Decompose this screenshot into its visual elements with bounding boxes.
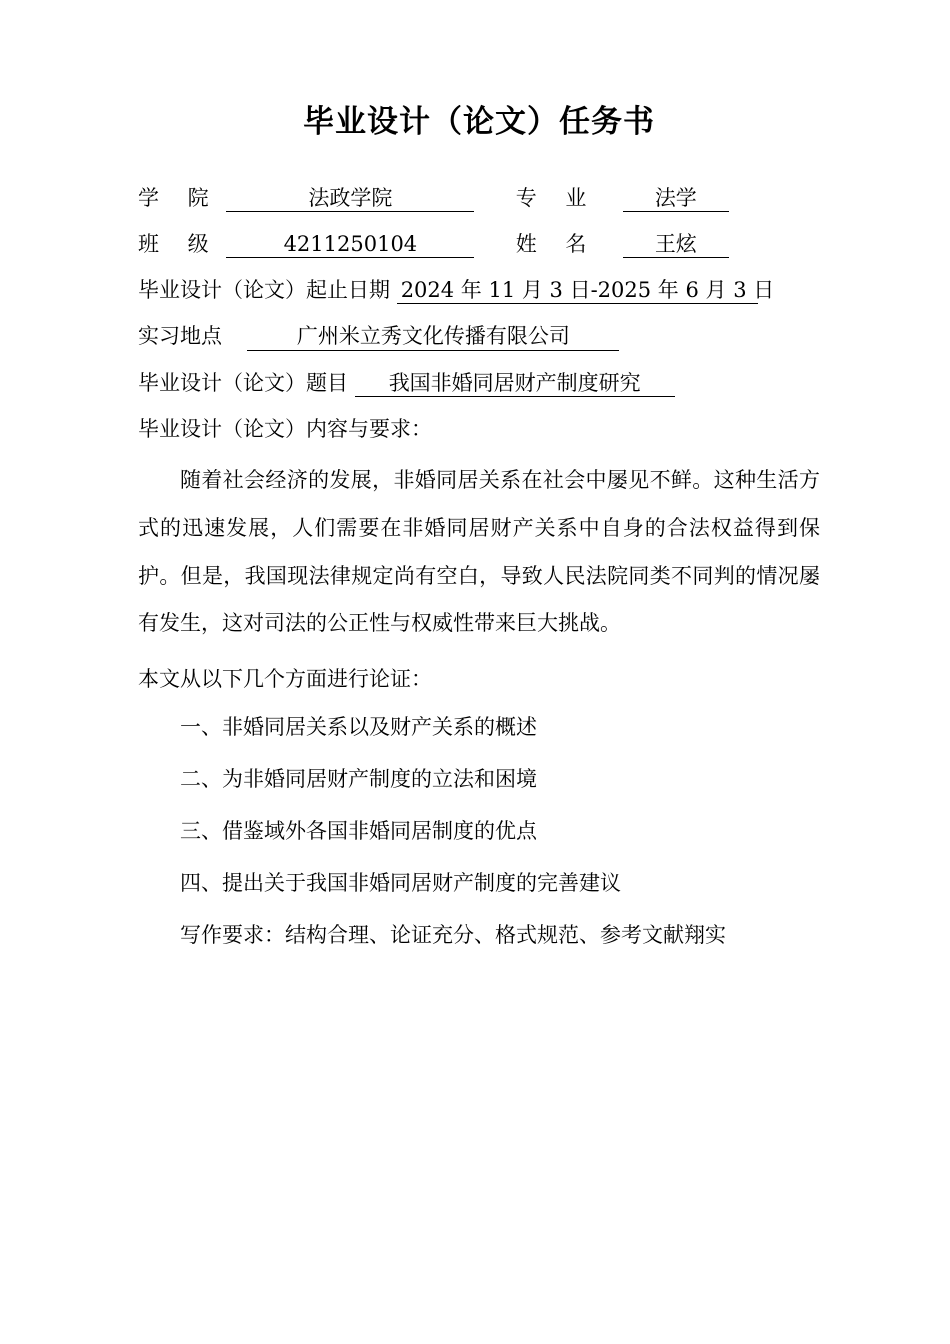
label-topic: 毕业设计（论文）题目: [138, 370, 348, 395]
page-title: 毕业设计（论文）任务书: [303, 104, 655, 140]
label-major: 专 业: [515, 186, 598, 211]
lead-line: 本文从以下几个方面进行论证：: [138, 667, 432, 692]
list-item: 二、为非婚同居财产制度的立法和困境: [180, 767, 537, 792]
value-class: 4211250104: [226, 233, 474, 258]
field-row-college-major: [138, 187, 820, 212]
label-college: 学 院: [138, 186, 220, 211]
label-place: 实习地点: [138, 324, 222, 349]
value-dates: 2024 年 11 月 3 日-2025 年 6 月 3 日: [397, 279, 758, 304]
value-topic: 我国非婚同居财产制度研究: [355, 372, 675, 397]
field-row-dates: [138, 279, 820, 304]
list-item: 一、非婚同居关系以及财产关系的概述: [180, 715, 537, 740]
list-item: 四、提出关于我国非婚同居财产制度的完善建议: [180, 871, 621, 896]
list-item: 三、借鉴域外各国非婚同居制度的优点: [180, 819, 537, 844]
field-row-place: [138, 325, 820, 350]
requirements-heading: 毕业设计（论文）内容与要求：: [138, 416, 432, 441]
list-item: 写作要求：结构合理、论证充分、格式规范、参考文献翔实: [180, 923, 726, 948]
value-college: 法政学院: [226, 187, 474, 212]
label-dates: 毕业设计（论文）起止日期: [138, 278, 390, 303]
value-student-name: 王炫: [623, 233, 729, 258]
field-row-class-name: [138, 233, 820, 258]
field-row-topic: [138, 372, 820, 397]
label-student-name: 姓 名: [515, 232, 598, 257]
value-major: 法学: [623, 187, 729, 212]
label-class: 班 级: [138, 232, 220, 257]
value-place: 广州米立秀文化传播有限公司: [247, 325, 619, 350]
body-paragraph: 随着社会经济的发展，非婚同居关系在社会中屡见不鲜。这种生活方式的迅速发展，人们需要在非婚同居财产关系中自身的合法权益得到保护。但是，我国现法律规定尚有空白，导致人民法院同类不同判的情况屡有发生，这对司法的公正性与权威性带来巨大挑战。: [138, 467, 820, 636]
